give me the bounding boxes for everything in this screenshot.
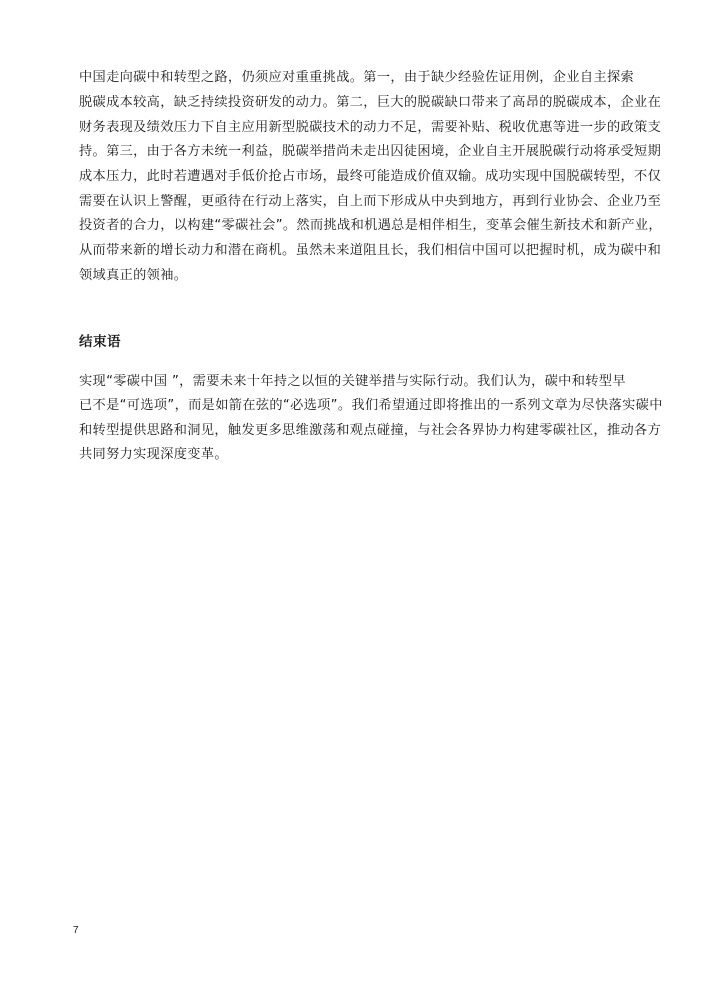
- paragraph-1-line-5: 成本压力，此时若遭遇对手低价抢占市场，最终可能造成价值双输。成功实现中国脱碳转型，不仅: [79, 169, 662, 184]
- paragraph-1-line-8: 从而带来新的增长动力和潜在商机。虽然未来道阻且长，我们相信中国可以把握时机，成为碳中和: [79, 243, 662, 258]
- paragraph-1-line-1: 中国走向碳中和转型之路，仍须应对重重挑战。第一，由于缺少经验佐证用例，企业自主探索: [79, 70, 635, 85]
- paragraph-1-line-7: 投资者的合力，以构建“零碳社会”。然而挑战和机遇总是相伴相生，变革会催生新技术和新产业，: [79, 218, 662, 233]
- paragraph-2-line-3: 和转型提供思路和洞见，触发更多思维激荡和观点碰撞，与社会各界协力构建零碳社区，推动各方: [79, 423, 662, 438]
- section-heading: 结束语: [79, 334, 121, 350]
- paragraph-2-line-4: 共同努力实现深度变革。: [79, 447, 228, 462]
- paragraph-1-line-6: 需要在认识上警醒，更亟待在行动上落实，自上而下形成从中央到地方，再到行业协会、企业乃至: [79, 194, 662, 209]
- paragraph-1-line-3: 财务表现及绩效压力下自主应用新型脱碳技术的动力不足，需要补贴、税收优惠等进一步的政策支: [79, 120, 662, 135]
- paragraph-1-line-2: 脱碳成本较高，缺乏持续投资研发的动力。第二，巨大的脱碳缺口带来了高昂的脱碳成本，企业在: [79, 95, 662, 110]
- paragraph-2-line-2: 已不是“可选项”，而是如箭在弦的“必选项”。我们希望通过即将推出的一系列文章为尽快落实碳中: [79, 398, 663, 413]
- paragraph-1-line-9: 领域真正的领袖。: [79, 268, 188, 283]
- paragraph-2-line-1: 实现“零碳中国 ”，需要未来十年持之以恒的关键举措与实际行动。我们认为，碳中和转型早: [79, 374, 626, 389]
- page-number: 7: [73, 925, 79, 936]
- paragraph-1-line-4: 持。第三，由于各方未统一利益，脱碳举措尚未走出囚徒困境，企业自主开展脱碳行动将承受短期: [79, 144, 662, 159]
